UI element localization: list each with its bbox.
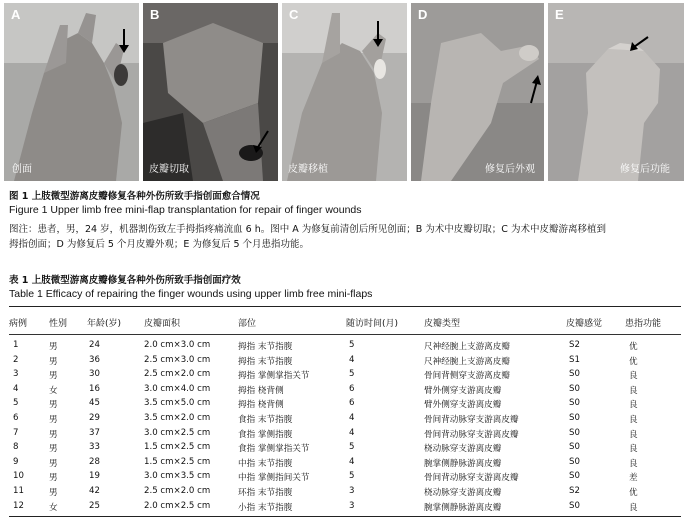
cell-flap-type: 桡动脉穿支游离皮瓣 [424, 444, 502, 455]
cell-flap-type: 腕掌侧静脉游离皮瓣 [424, 502, 502, 513]
header-age: 年龄(岁) [87, 319, 122, 329]
cell-flap-area: 3.5 cm×2.0 cm [144, 413, 211, 423]
cell-sex: 男 [49, 444, 58, 455]
cell-site: 小指 末节指腹 [238, 502, 293, 513]
panel-caption-e: 修复后功能 [620, 164, 670, 175]
cell-flap-type: 臂外侧穿支游离皮瓣 [424, 385, 502, 396]
cell-case-number: 7 [13, 427, 19, 438]
cell-flap-type: 尺神经腕上支游离皮瓣 [424, 356, 510, 367]
cell-flap-type: 桡动脉穿支游离皮瓣 [424, 488, 502, 498]
cell-sex: 男 [49, 429, 58, 440]
cell-follow-up: 3 [349, 486, 355, 496]
cell-sensation: S2 [569, 486, 580, 496]
cell-sex: 男 [49, 400, 58, 411]
table-row [9, 442, 681, 455]
cell-flap-area: 2.5 cm×3.0 cm [144, 354, 211, 365]
cell-flap-area: 3.0 cm×2.5 cm [144, 427, 211, 438]
header-flap-area: 皮瓣面积 [144, 319, 181, 329]
cell-age: 45 [89, 398, 100, 409]
cell-flap-type: 尺神经腕上支游离皮瓣 [424, 342, 510, 352]
photo-panel-b [143, 3, 278, 181]
cell-function: 良 [629, 371, 638, 382]
cell-site: 环指 末节指腹 [238, 488, 293, 498]
cell-sensation: S0 [569, 442, 580, 453]
figure-caption-en: Figure 1 Upper limb free mini-flap transplantation for repair of finger wounds [9, 204, 362, 216]
cell-flap-type: 骨间背动脉穿支游离皮瓣 [424, 473, 519, 484]
cell-site: 食指 掌侧掌指关节 [238, 444, 310, 455]
cell-age: 25 [89, 500, 100, 511]
cell-function: 优 [629, 342, 638, 352]
cell-case-number: 10 [13, 471, 24, 482]
panel-caption-d: 修复后外观 [485, 164, 535, 175]
cell-case-number: 3 [13, 369, 19, 380]
cell-follow-up: 6 [349, 398, 355, 409]
table-top-rule [9, 306, 681, 307]
cell-sex: 男 [49, 458, 58, 469]
cell-sensation: S0 [569, 456, 580, 467]
cell-function: 优 [629, 488, 638, 498]
cell-age: 37 [89, 427, 100, 438]
photo-panel-d [411, 3, 544, 181]
cell-function: 良 [629, 415, 638, 425]
healed-appearance-photo [411, 3, 544, 181]
finger-function-photo [548, 3, 684, 181]
table-row [9, 501, 681, 514]
header-sex: 性别 [49, 319, 68, 329]
header-site: 部位 [238, 319, 257, 329]
panel-letter-a: A [11, 7, 21, 22]
cell-follow-up: 5 [349, 471, 355, 482]
table-bottom-rule [9, 516, 681, 517]
cell-age: 24 [89, 340, 100, 350]
cell-sensation: S1 [569, 354, 580, 365]
table-row [9, 471, 681, 484]
cell-flap-area: 2.5 cm×2.0 cm [144, 369, 211, 380]
figure-photo-strip [4, 3, 684, 181]
cell-site: 中指 掌侧指间关节 [238, 473, 310, 484]
cell-sex: 男 [49, 356, 58, 367]
cell-function: 良 [629, 400, 638, 411]
photo-panel-e [548, 3, 684, 181]
figure-caption-cn: 图 1 上肢微型游离皮瓣修复各种外伤所致手指创面愈合情况 [9, 191, 260, 202]
cell-flap-type: 骨间背动脉穿支游离皮瓣 [424, 415, 519, 425]
cell-follow-up: 5 [349, 369, 355, 380]
cell-function: 差 [629, 473, 638, 484]
cell-sex: 男 [49, 473, 58, 484]
cell-case-number: 8 [13, 442, 19, 453]
figure-note-line1: 图注：患者，男，24 岁，机器割伤致左手拇指疼痛流血 6 h。图中 A 为修复前清创后所见创面；B 为术中皮瓣切取；C 为术中皮瓣游离移植到 [9, 224, 606, 235]
header-flap-type: 皮瓣类型 [424, 319, 461, 329]
panel-caption-c: 皮瓣移植 [288, 164, 328, 175]
cell-sex: 男 [49, 488, 58, 498]
cell-follow-up: 5 [349, 442, 355, 453]
header-case: 病例 [9, 319, 28, 329]
table-row [9, 384, 681, 397]
cell-follow-up: 4 [349, 413, 355, 423]
cell-age: 42 [89, 486, 100, 496]
cell-case-number: 12 [13, 500, 24, 511]
cell-flap-type: 臂外侧穿支游离皮瓣 [424, 400, 502, 411]
header-follow-up: 随访时间(月) [346, 319, 399, 329]
cell-age: 19 [89, 471, 100, 482]
cell-flap-area: 2.5 cm×2.0 cm [144, 486, 211, 496]
cell-sex: 男 [49, 371, 58, 382]
cell-function: 良 [629, 429, 638, 440]
flap-harvest-photo [143, 3, 278, 181]
panel-caption-b: 皮瓣切取 [149, 164, 189, 175]
table-header-rule [9, 334, 681, 335]
cell-function: 良 [629, 458, 638, 469]
cell-site: 中指 末节指腹 [238, 458, 293, 469]
cell-flap-type: 腕掌侧静脉游离皮瓣 [424, 458, 502, 469]
table-row [9, 398, 681, 411]
cell-flap-area: 3.5 cm×5.0 cm [144, 398, 211, 409]
header-function: 患指功能 [625, 319, 662, 329]
cell-sensation: S0 [569, 471, 580, 482]
cell-age: 28 [89, 456, 100, 467]
panel-letter-d: D [418, 7, 428, 22]
cell-case-number: 2 [13, 354, 19, 365]
cell-sex: 女 [49, 502, 58, 513]
table-row [9, 428, 681, 441]
cell-function: 良 [629, 444, 638, 455]
cell-case-number: 1 [13, 340, 19, 350]
cell-follow-up: 3 [349, 500, 355, 511]
panel-letter-b: B [150, 7, 160, 22]
cell-sex: 男 [49, 415, 58, 425]
cell-flap-type: 骨间背侧穿支游离皮瓣 [424, 371, 510, 382]
cell-age: 36 [89, 354, 100, 365]
cell-sensation: S0 [569, 413, 580, 423]
cell-follow-up: 4 [349, 354, 355, 365]
cell-sensation: S2 [569, 340, 580, 350]
cell-site: 拇指 桡背侧 [238, 385, 284, 396]
cell-age: 33 [89, 442, 100, 453]
table-title-cn: 表 1 上肢微型游离皮瓣修复各种外伤所致手指创面疗效 [9, 275, 241, 286]
cell-site: 拇指 桡背侧 [238, 400, 284, 411]
cell-site: 拇指 末节指腹 [238, 356, 293, 367]
cell-case-number: 11 [13, 486, 24, 496]
cell-flap-area: 1.5 cm×2.5 cm [144, 442, 211, 453]
cell-function: 良 [629, 385, 638, 396]
photo-panel-c [282, 3, 407, 181]
table-row [9, 486, 681, 499]
cell-flap-type: 骨间背动脉穿支游离皮瓣 [424, 429, 519, 440]
photo-panel-a [4, 3, 139, 181]
cell-follow-up: 4 [349, 456, 355, 467]
cell-flap-area: 2.0 cm×2.5 cm [144, 500, 211, 511]
figure-note-line2: 拇指创面；D 为修复后 5 个月皮瓣外观；E 为修复后 5 个月患指功能。 [9, 239, 310, 250]
cell-flap-area: 3.0 cm×4.0 cm [144, 383, 211, 394]
cell-age: 16 [89, 383, 100, 394]
cell-follow-up: 4 [349, 427, 355, 438]
cell-flap-area: 2.0 cm×3.0 cm [144, 340, 211, 350]
cell-follow-up: 5 [349, 340, 355, 350]
cell-follow-up: 6 [349, 383, 355, 394]
flap-transfer-photo [282, 3, 407, 181]
cell-site: 食指 掌侧指腹 [238, 429, 293, 440]
panel-caption-a: 创面 [12, 164, 32, 175]
table-row [9, 413, 681, 426]
cell-sex: 女 [49, 385, 58, 396]
cell-sensation: S0 [569, 369, 580, 380]
panel-letter-e: E [555, 7, 564, 22]
table-row [9, 340, 681, 353]
cell-case-number: 5 [13, 398, 19, 409]
table-title-en: Table 1 Efficacy of repairing the finger wounds using upper limb free mini-flaps [9, 288, 373, 300]
cell-age: 30 [89, 369, 100, 380]
cell-site: 食指 末节指腹 [238, 415, 293, 425]
cell-sensation: S0 [569, 427, 580, 438]
cell-sensation: S0 [569, 500, 580, 511]
cell-sensation: S0 [569, 398, 580, 409]
cell-site: 拇指 掌侧掌指关节 [238, 371, 310, 382]
cell-flap-area: 3.0 cm×3.5 cm [144, 471, 211, 482]
header-sensation: 皮瓣感觉 [566, 319, 603, 329]
table-row [9, 355, 681, 368]
cell-sex: 男 [49, 342, 58, 352]
cell-site: 拇指 末节指腹 [238, 342, 293, 352]
panel-letter-c: C [289, 7, 299, 22]
cell-function: 优 [629, 356, 638, 367]
cell-case-number: 9 [13, 456, 19, 467]
table-row [9, 457, 681, 470]
cell-function: 良 [629, 502, 638, 513]
cell-case-number: 6 [13, 413, 19, 423]
table-row [9, 369, 681, 382]
cell-case-number: 4 [13, 383, 19, 394]
hand-wound-photo [4, 3, 139, 181]
cell-flap-area: 1.5 cm×2.5 cm [144, 456, 211, 467]
cell-age: 29 [89, 413, 100, 423]
cell-sensation: S0 [569, 383, 580, 394]
